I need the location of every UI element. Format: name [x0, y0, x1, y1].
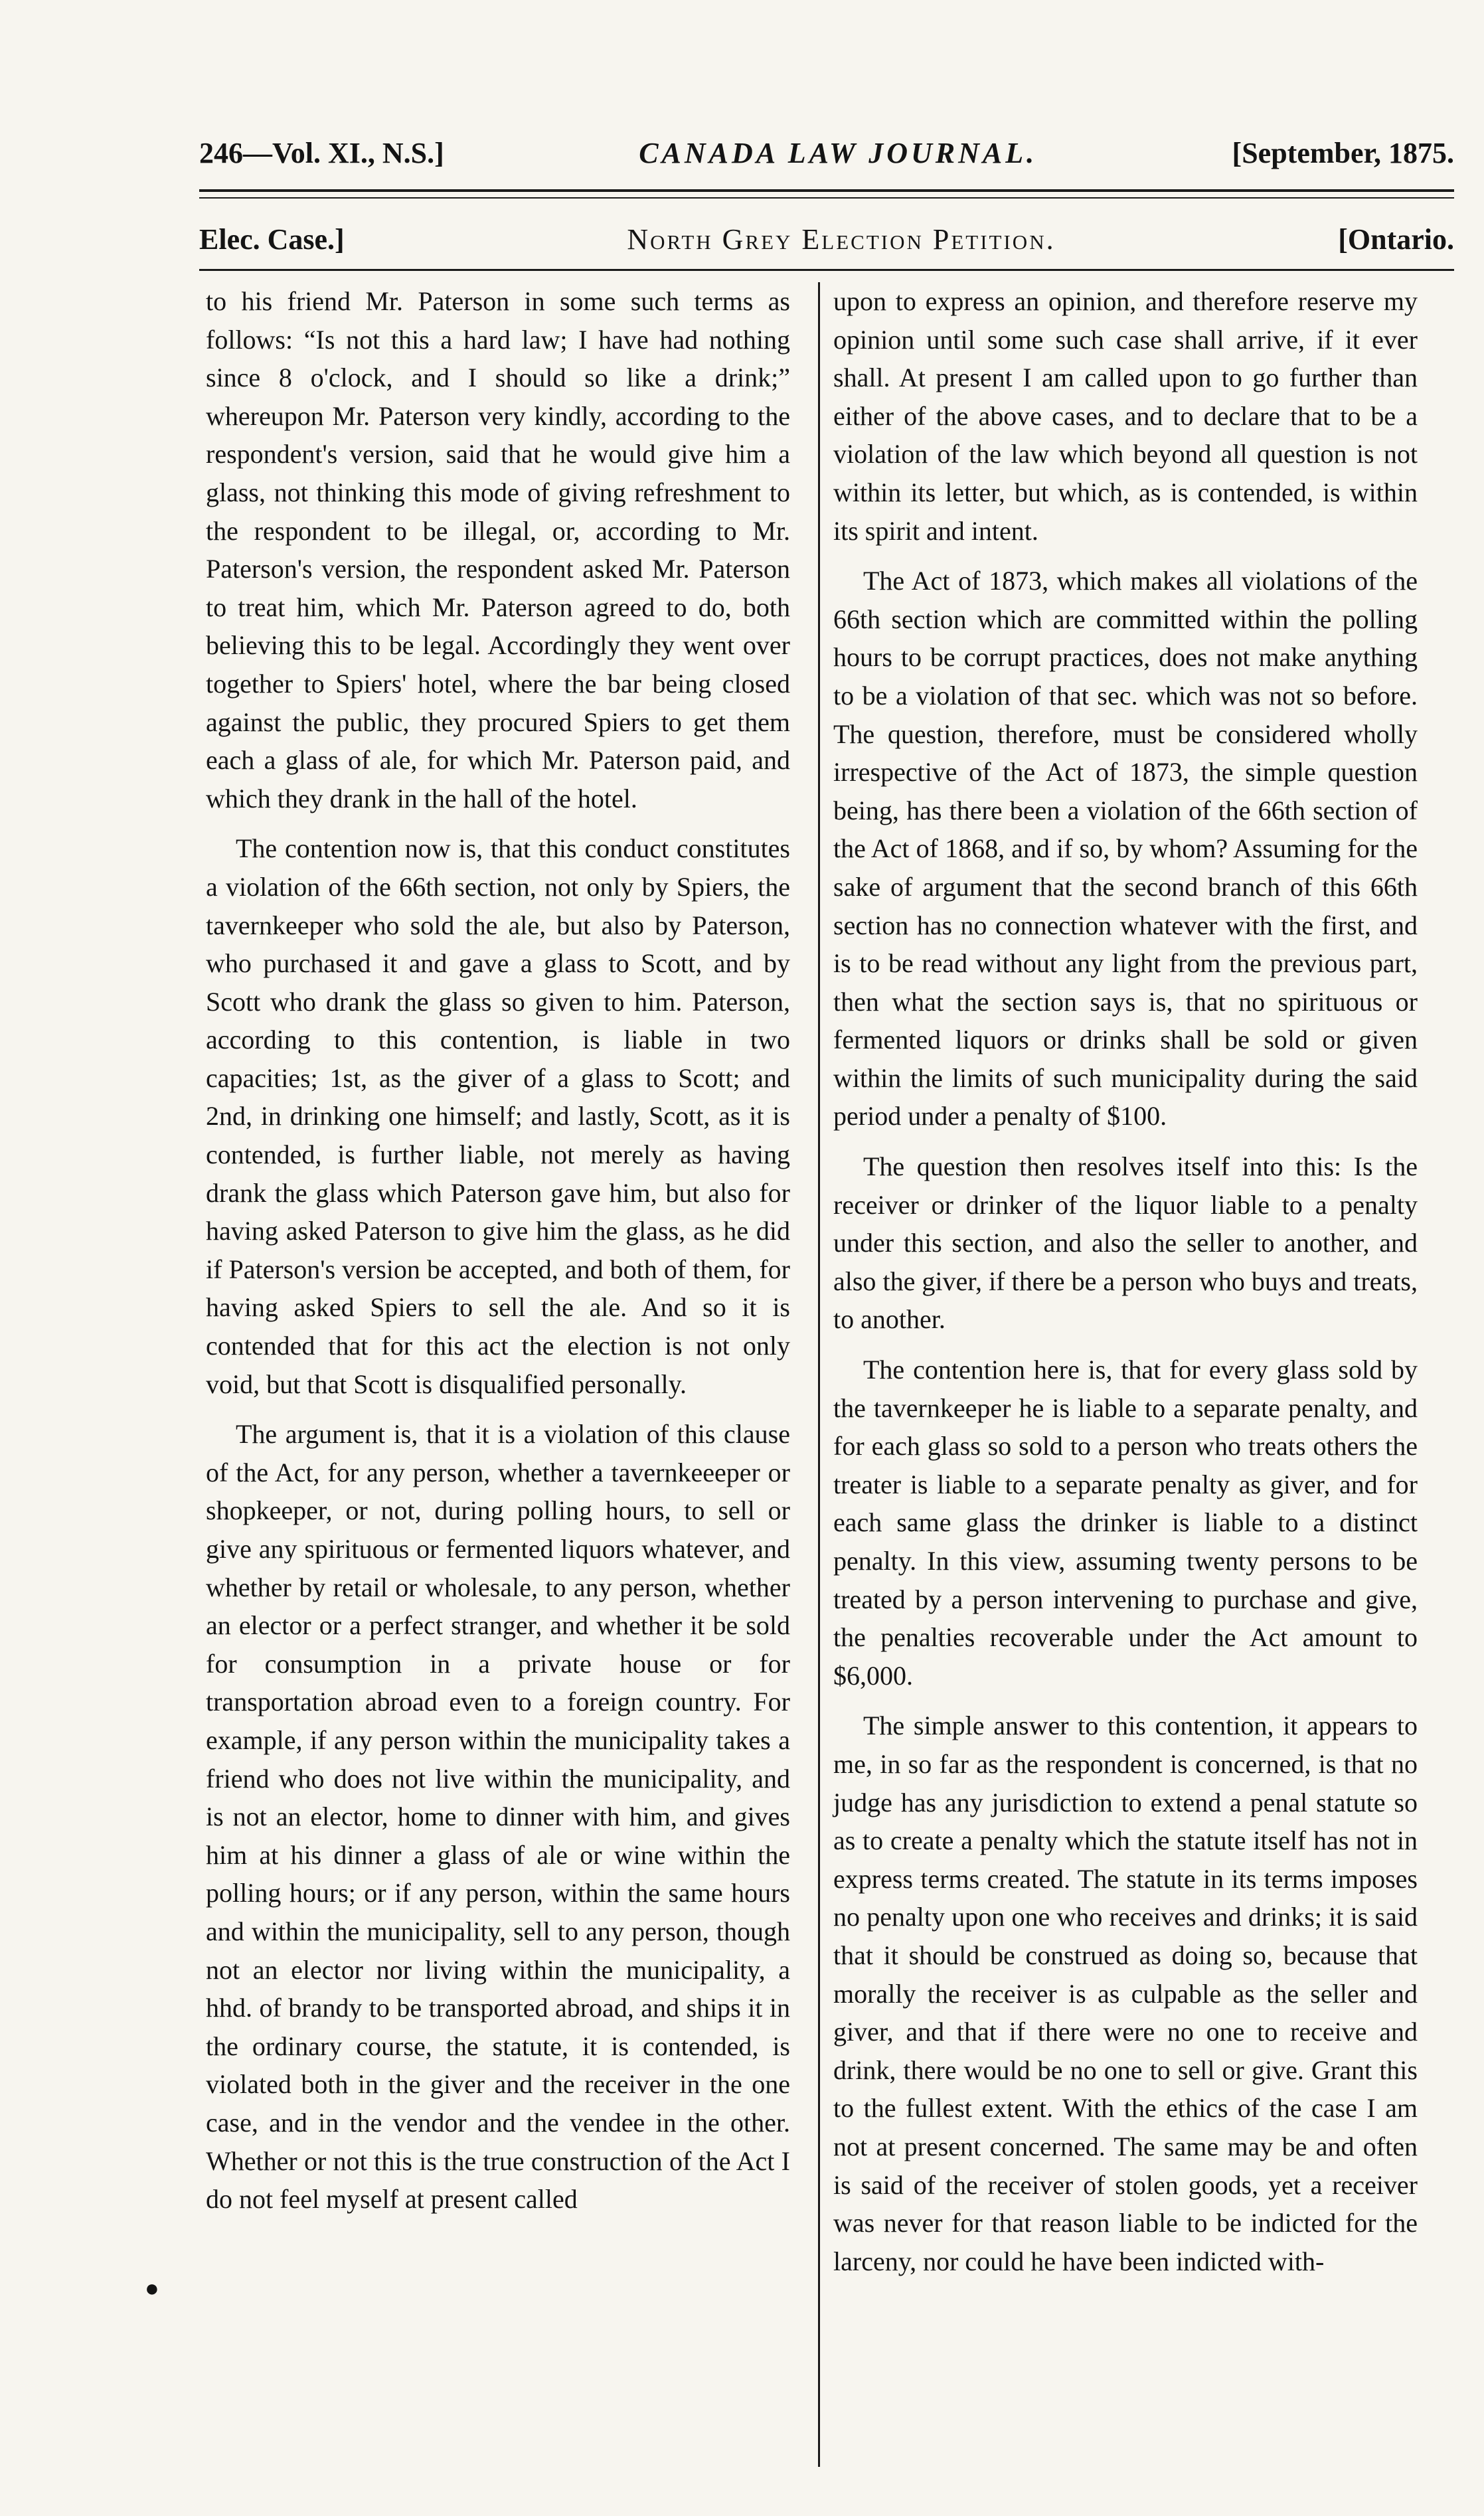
case-title: North Grey Election Petition. [627, 223, 1056, 256]
left-column [206, 282, 790, 2230]
paragraph: upon to express an opinion, and therefore reserve my opinion until some such case shall arrive, if it ever shall. At present I am called upon to go further than either of the above cases, and to declare that to be a violation of the law which beyond all question is not within its letter, but which, as is contended, is within its spirit and intent. [833, 286, 1418, 546]
paragraph: to his friend Mr. Paterson in some such terms as follows: “Is not this a hard law; I have had nothing since 8 o'clock, and I should so like a drink;” whereupon Mr. Paterson very kindly, according to the respondent's version, said that he would give him a glass, not thinking this mode of giving refreshment to the respondent to be illegal, or, according to Mr. Paterson's version, the respondent asked Mr. Paterson to treat him, which Mr. Paterson agreed to do, both believing this to be legal. Accordingly they went over together to Spiers' hotel, where the bar being closed against the public, they procured Spiers to get them each a glass of ale, for which Mr. Paterson paid, and which they drank in the hall of the hotel. [206, 286, 790, 813]
page-volume: 246—Vol. XI., N.S.] [199, 137, 444, 169]
paragraph: The argument is, that it is a violation of this clause of the Act, for any person, whether a tavernkeeeper or shopkeeper, or not, during polling hours, to sell or give any spirituous or fermented liquors whatever, and whether by retail or wholesale, to any person, whether an elector or a perfect stranger, and whether it be sold for consumption in a private house or for transportation abroad even to a foreign country. For example, if any person within the municipality takes a friend who does not live within the municipality, and is not an elector, home to dinner with him, and gives him at his dinner a glass of ale or wine within the polling hours; or if any person, within the same hours and within the municipality, sell to any person, though not an elector nor living within the municipality, a hhd. of brandy to be transported abroad, and ships it in the ordinary course, the statute, it is contended, is violated both in the giver and the receiver in the one case, and in the vendor and the vendee in the other. Whether or not this is the true construction of the Act I do not feel myself at present called [206, 1419, 790, 2215]
header-rule-double [199, 197, 1454, 199]
issue-date: [September, 1875. [1232, 137, 1454, 169]
paragraph: The question then resolves itself into this: Is the receiver or drinker of the liquor liable to a penalty under this section, and also the seller to another, and also the giver, if there be a person who buys and treats, to another. [833, 1151, 1418, 1335]
paragraph: The Act of 1873, which makes all violations of the 66th section which are committed within the polling hours to be corrupt practices, does not make anything to be a violation of that sec. which was not so before. The question, therefore, must be considered wholly irrespective of the Act of 1873, the simple question being, has there been a violation of the 66th section of the Act of 1868, and if so, by whom? Assuming for the sake of argument that the second branch of this 66th section has no connection whatever with the first, and is to be read without any light from the previous part, then what the section says is, that no spirituous or fermented liquors or drinks shall be sold or given within the limits of such municipality during the said period under a penalty of $100. [833, 566, 1418, 1132]
paragraph: The contention here is, that for every glass sold by the tavernkeeper he is liable to a separate penalty, and for each glass so sold to a person who treats others the treater is liable to a separate penalty as giver, and for each same glass the drinker is liable to a distinct penalty. In this view, assuming twenty persons to be treated by a person intervening to purchase and give, the penalties recoverable under the Act amount to $6,000. [833, 1355, 1418, 1691]
paragraph: The contention now is, that this conduct constitutes a violation of the 66th section, not only by Spiers, the tavernkeeper who sold the ale, but also by Paterson, who purchased it and gave a glass to Scott, and by Scott who drank the glass so given to him. Paterson, according to this contention, is liable in two capacities; 1st, as the giver of a glass to Scott; and 2nd, in drinking one himself; and lastly, Scott, as it is contended, is further liable, not merely as having drank the glass which Paterson gave him, but also for having asked Paterson to give him the glass, as he did if Paterson's version be accepted, and both of them, for having asked Spiers to sell the ale. And so it is contended that for this act the election is not only void, but that Scott is disqualified personally. [206, 833, 790, 1399]
column-divider [818, 282, 820, 2467]
case-header [199, 222, 1454, 256]
header-rule-top [199, 189, 1454, 192]
running-header [199, 136, 1454, 170]
right-column [833, 282, 1418, 2292]
journal-title: CANADA LAW JOURNAL. [639, 137, 1038, 169]
jurisdiction: [Ontario. [1338, 223, 1454, 256]
paragraph: The simple answer to this contention, it appears to me, in so far as the respondent is concerned, is that no judge has any jurisdiction to extend a penal statute so as to create a penalty which the statute itself has not in express terms created. The statute in its terms imposes no penalty upon one who receives and drinks; it is said that it should be construed as doing so, because that morally the receiver is as culpable as the seller and giver, and that if there were no one to receive and drink, there would be no one to sell or give. Grant this to the fullest extent. With the ethics of the case I am not at present concerned. The same may be and often is said of the receiver of stolen goods, yet a receiver was never for that reason liable to be indicted for the larceny, nor could he have been indicted with- [833, 1711, 1418, 2276]
margin-ink-mark: ● [145, 2275, 159, 2302]
case-header-rule [199, 269, 1454, 271]
case-type: Elec. Case.] [199, 223, 345, 256]
